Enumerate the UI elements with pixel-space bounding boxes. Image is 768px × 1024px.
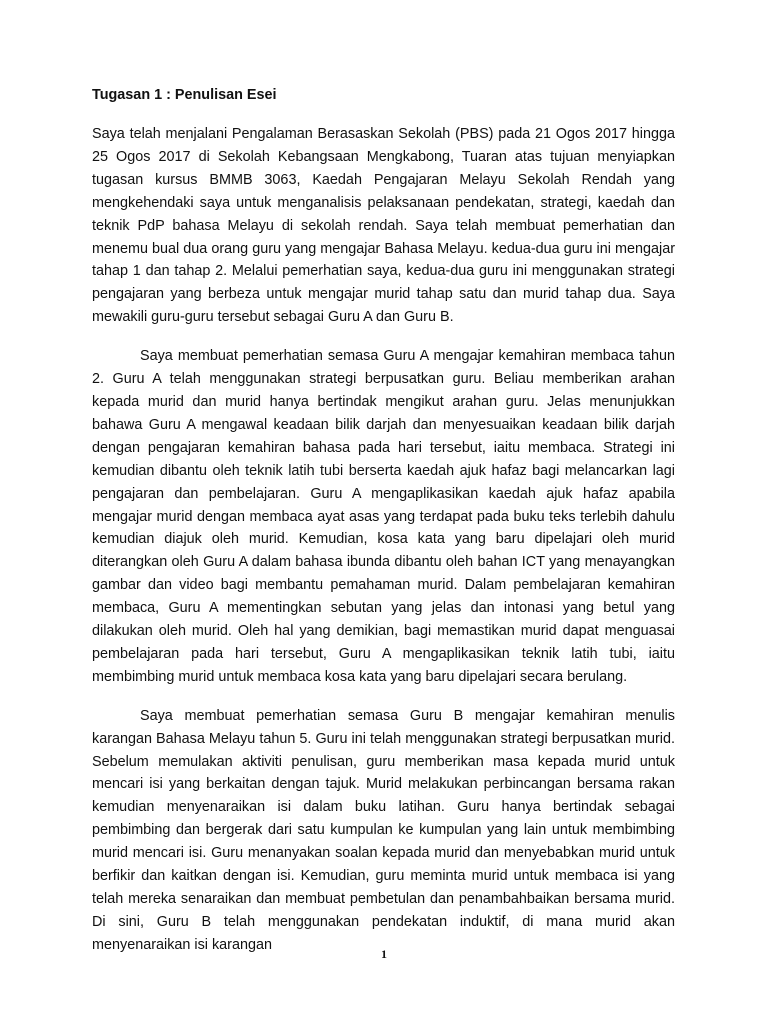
paragraph-guru-b: Saya membuat pemerhatian semasa Guru B mengajar kemahiran menulis karangan Bahasa Melayu tahun 5. Guru ini telah menggunakan strategi berpusatkan murid. Sebelum memulakan aktiviti penulisan, guru memberikan masa kepada murid untuk mencari isi yang berkaitan dengan tajuk. Murid melakukan perbincangan bersama rakan kemudian menyenaraikan isi dalam buku latihan. Guru hanya bertindak sebagai pembimbing dan bergerak dari satu kumpulan ke kumpulan yang lain untuk membimbing murid mencari isi. Guru menanyakan soalan kepada murid dan menyebabkan murid untuk berfikir dan kaitkan dengan isi. Kemudian, guru meminta murid untuk membaca isi yang telah mereka senaraikan dan membuat pembetulan dan penambahbaikan bersama murid. Di sini, Guru B telah menggunakan pendekatan induktif, di mana murid akan menyenaraikan isi karangan xyxy=(92,707,675,953)
page-number: 1 xyxy=(381,947,387,961)
paragraph-guru-a: Saya membuat pemerhatian semasa Guru A mengajar kemahiran membaca tahun 2. Guru A telah menggunakan strategi berpusatkan guru. Beliau memberikan arahan kepada murid dan murid hanya bertindak mengikut arahan guru. Jelas menunjukkan bahawa Guru A mengawal keadaan bilik darjah dan menyesuaikan keadaan bilik darjah dengan pengajaran kemahiran bahasa pada hari tersebut, iaitu membaca. Strategi ini kemudian dibantu oleh teknik latih tubi berserta kaedah ajuk hafaz bagi melancarkan lagi pengajaran dan pembelajaran. Guru A mengaplikasikan kaedah ajuk hafaz apabila mengajar murid dengan membaca ayat asas yang terdapat pada buku teks terlebih dahulu kemudian diajuk oleh murid. Kemudian, kosa kata yang baru dipelajari oleh murid diterangkan oleh Guru A dalam bahasa ibunda dibantu oleh bahan ICT yang menayangkan gambar dan video bagi membantu pemahaman murid. Dalam pembelajaran kemahiran membaca, Guru A mementingkan sebutan yang jelas dan intonasi yang betul yang dilakukan oleh murid. Oleh hal yang demikian, bagi memastikan murid dapat menguasai pembelajaran pada hari tersebut, Guru A mengaplikasikan teknik latih tubi, iaitu membimbing murid untuk membaca kosa kata yang baru dipelajari secara berulang. xyxy=(92,348,675,685)
document-page xyxy=(92,84,675,973)
document-title: Tugasan 1 : Penulisan Esei xyxy=(92,87,277,103)
paragraph-intro: Saya telah menjalani Pengalaman Berasaskan Sekolah (PBS) pada 21 Ogos 2017 hingga 25 Ogos 2017 di Sekolah Kebangsaan Mengkabong, Tuaran atas tujuan menyiapkan tugasan kursus BMMB 3063, Kaedah Pengajaran Melayu Sekolah Rendah yang mengkehendaki saya untuk menganalisis pelaksanaan pendekatan, strategi, kaedah dan teknik PdP bahasa Melayu di sekolah rendah. Saya telah membuat pemerhatian dan menemu bual dua orang guru yang mengajar Bahasa Melayu. kedua-dua guru ini mengajar tahap 1 dan tahap 2. Melalui pemerhatian saya, kedua-dua guru ini menggunakan strategi pengajaran yang berbeza untuk mengajar murid tahap satu dan murid tahap dua. Saya mewakili guru-guru tersebut sebagai Guru A dan Guru B. xyxy=(92,126,675,326)
